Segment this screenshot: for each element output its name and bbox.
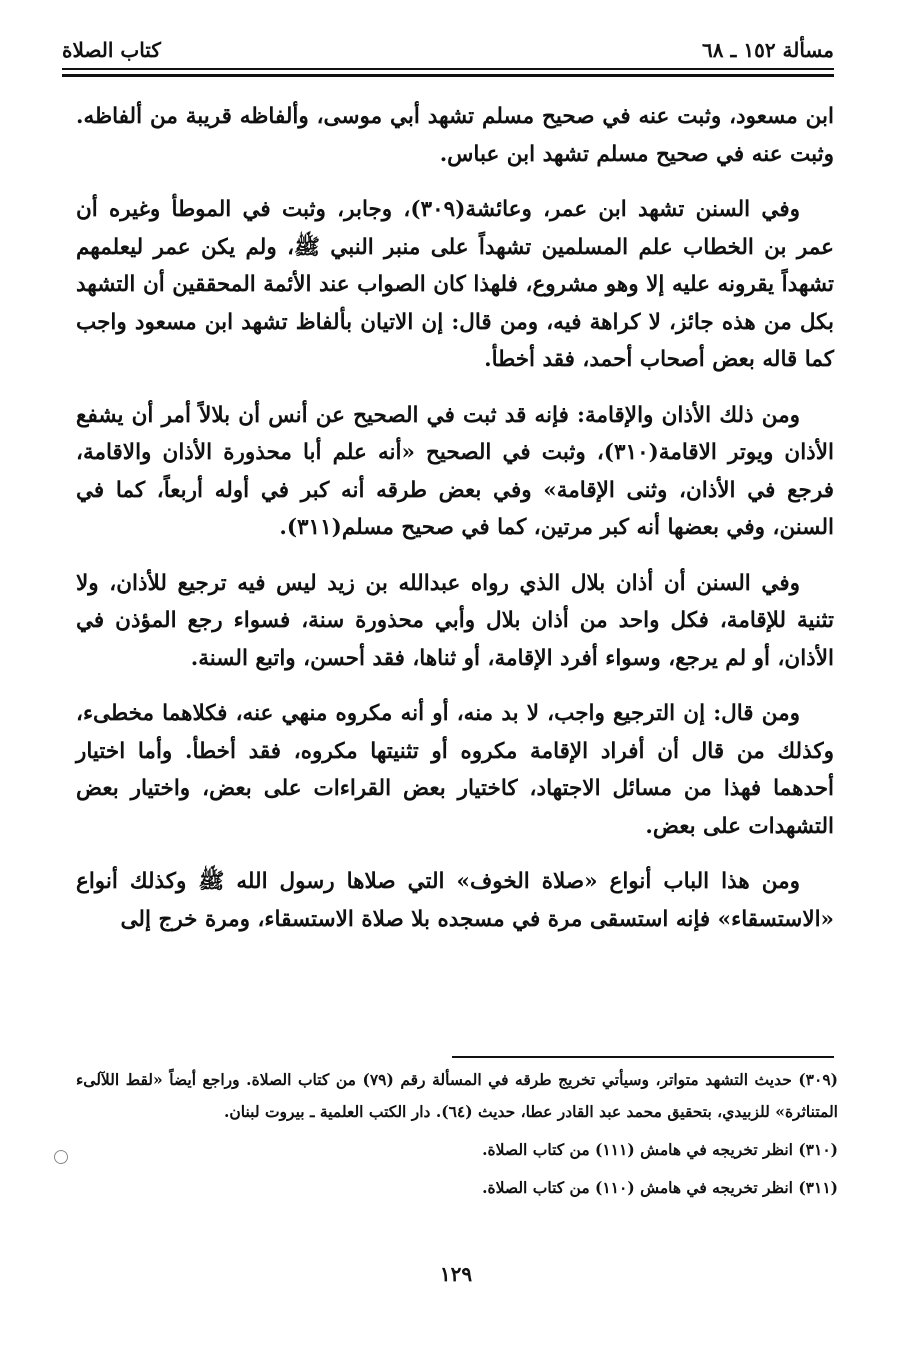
header-chapter-title: كتاب الصلاة <box>62 38 161 62</box>
paragraph-6: ومن هذا الباب أنواع «صلاة الخوف» التي صلاها رسول الله ﷺ وكذلك أنواع «الاستسقاء» فإنه استسقى مرة في مسجده بلا صلاة الاستسقاء، ومرة خرج إلى <box>76 869 834 932</box>
footnote-separator <box>452 1056 834 1058</box>
header-rule-thin <box>62 68 834 70</box>
page-number: ١٢٩ <box>439 1262 473 1286</box>
paragraph-4: وفي السنن أن أذان بلال الذي رواه عبدالله بن زيد ليس فيه ترجيع للأذان، ولا تثنية للإقامة، فكل واحد من أذان بلال وأبي محذورة سنة، فسواء رجع المؤذن في الأذان، أو لم يرجع، وسواء أفرد الإقامة، أو ثناها، فقد أحسن، واتبع السنة. <box>76 570 834 671</box>
footnote-309: (٣٠٩) حديث التشهد متواتر، وسيأتي تخريج طرقه في المسألة رقم (٧٩) من كتاب الصلاة. وراجع أيضاً «لقط اللآلىء المتناثرة» للزبيدي، بتحقيق محمد عبد القادر عطا، حديث (٦٤). دار الكتب العلمية ـ بيروت لبنان. <box>76 1070 838 1121</box>
margin-mark <box>51 1147 70 1166</box>
footnote-310: (٣١٠) انظر تخريجه في هامش (١١١) من كتاب الصلاة. <box>482 1140 838 1159</box>
main-text <box>76 98 834 956</box>
paragraph-2: وفي السنن تشهد ابن عمر، وعائشة(٣٠٩)، وجابر، وثبت في الموطأ وغيره أن عمر بن الخطاب علم المسلمين تشهداً على منبر النبي ﷺ، ولم يكن عمر ليعلمهم تشهداً يقرونه عليه إلا وهو مشروع، فلهذا كان الصواب عند الأئمة المحققين أن التشهد بكل من هذه جائز، لا كراهة فيه، ومن قال: إن الاتيان بألفاظ تشهد ابن مسعود واجب كما قاله بعض أصحاب أحمد، فقد أخطأ. <box>76 197 834 372</box>
paragraph-3: ومن ذلك الأذان والإقامة: فإنه قد ثبت في الصحيح عن أنس أن بلالاً أمر أن يشفع الأذان ويوتر الاقامة(٣١٠)، وثبت في الصحيح «أنه علم أبا محذورة الأذان والاقامة، فرجع في الأذان، وثنى الإقامة» وفي بعض طرقه أنه كبر في أوله أربعاً، كما في السنن، وفي بعضها أنه كبر مرتين، كما في صحيح مسلم(٣١١). <box>76 402 834 540</box>
running-header <box>62 30 834 70</box>
footnote-311: (٣١١) انظر تخريجه في هامش (١١٠) من كتاب الصلاة. <box>482 1178 838 1197</box>
footnotes <box>76 1064 838 1210</box>
header-rule-thick <box>62 74 834 77</box>
paragraph-1: ابن مسعود، وثبت عنه في صحيح مسلم تشهد أبي موسى، وألفاظه قريبة من ألفاظه. وثبت عنه في صحيح مسلم تشهد ابن عباس. <box>76 104 834 167</box>
header-issue-number: مسألة ١٥٢ ـ ٦٨ <box>702 38 834 62</box>
paragraph-5: ومن قال: إن الترجيع واجب، لا بد منه، أو أنه مكروه منهي عنه، فكلاهما مخطىء، وكذلك من قال أن أفراد الإقامة مكروه أو تثنيتها مكروه، فقد أخطأ. وأما اختيار أحدهما فهذا من مسائل الاجتهاد، كاختيار بعض القراءات على بعض، واختيار بعض التشهدات على بعض. <box>76 701 834 839</box>
